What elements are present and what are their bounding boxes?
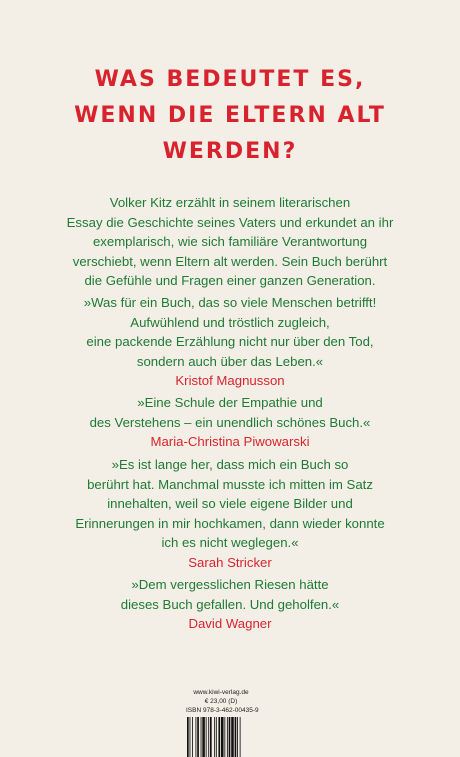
publisher-website: www.kiwi-verlag.de bbox=[193, 689, 249, 696]
quote-author: Maria-Christina Piwowarski bbox=[150, 434, 310, 449]
headline-line: WENN DIE ELTERN ALT bbox=[74, 103, 386, 128]
quote-author: David Wagner bbox=[188, 616, 272, 631]
quote-author: Kristof Magnusson bbox=[175, 373, 285, 388]
blurb-line: Essay die Geschichte seines Vaters und erkundet an ihr bbox=[66, 214, 394, 230]
quote-line: innehalten, weil so viele eigene Bilder und bbox=[107, 496, 353, 511]
quote-line: »Was für ein Buch, das so viele Menschen betrifft! bbox=[83, 295, 377, 310]
quote-line: ich es nicht weglegen.« bbox=[161, 535, 299, 550]
blurb-line: verschiebt, wenn Eltern alt werden. Sein Buch berührt bbox=[72, 253, 388, 269]
blurb-line: exemplarisch, wie sich familiäre Verantwortung bbox=[92, 234, 368, 249]
quote-author: Sarah Stricker bbox=[188, 554, 272, 570]
quote-line: des Verstehens – ein unendlich schönes Buch.« bbox=[89, 414, 371, 430]
book-blurb bbox=[40, 193, 420, 291]
review-quote bbox=[30, 393, 430, 452]
quote-line: Erinnerungen in mir hochkamen, dann wieder konnte bbox=[75, 515, 385, 531]
quote-line: berührt hat. Manchmal musste ich mitten im Satz bbox=[87, 476, 373, 492]
quote-line: Aufwühlend und tröstlich zugleich, bbox=[130, 314, 330, 330]
headline-line: WAS BEDEUTET ES, bbox=[94, 67, 366, 92]
review-quote bbox=[30, 455, 430, 572]
quote-line: dieses Buch gefallen. Und geholfen.« bbox=[120, 596, 340, 612]
blurb-line: die Gefühle und Fragen einer ganzen Generation. bbox=[84, 273, 376, 288]
barcode-block bbox=[186, 688, 259, 757]
barcode-icon bbox=[186, 717, 258, 757]
headline-line: WERDEN? bbox=[162, 139, 298, 164]
price-label: € 23,00 (D) bbox=[204, 698, 238, 705]
headline bbox=[0, 62, 460, 170]
review-quote bbox=[30, 293, 430, 391]
quote-line: »Dem vergesslichen Riesen hätte bbox=[131, 577, 329, 592]
quote-line: eine packende Erzählung nicht nur über den Tod, bbox=[86, 334, 374, 349]
isbn-label: ISBN 978-3-462-00435-9 bbox=[186, 707, 259, 714]
quote-line: »Eine Schule der Empathie und bbox=[137, 395, 323, 410]
quote-line: »Es ist lange her, dass mich ein Buch so bbox=[111, 457, 349, 472]
quote-line: sondern auch über das Leben.« bbox=[136, 353, 324, 369]
blurb-line: Volker Kitz erzählt in seinem literarischen bbox=[109, 195, 351, 210]
review-quote bbox=[30, 575, 430, 634]
